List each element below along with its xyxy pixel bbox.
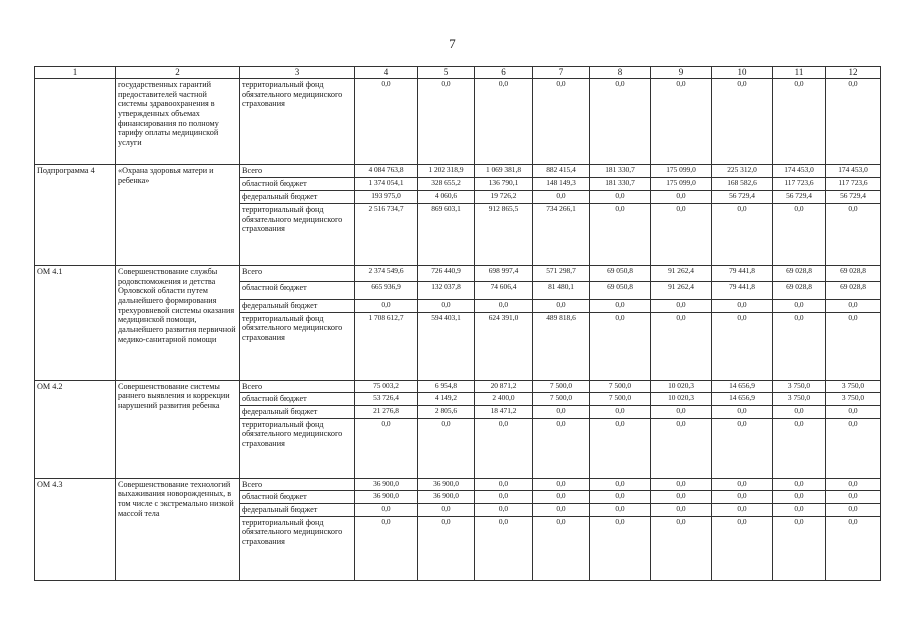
column-header: 8	[590, 67, 651, 79]
program-title: Совершенствование технологий выхаживания новорожденных, в том числе с экстремально низкой массой тела	[116, 478, 240, 580]
amount-cell: 4 084 763,8	[355, 165, 418, 178]
amount-cell: 0,0	[590, 504, 651, 517]
amount-cell: 698 997,4	[475, 266, 533, 282]
amount-cell: 3 750,0	[826, 393, 881, 406]
amount-cell: 0,0	[590, 79, 651, 165]
amount-cell: 0,0	[533, 300, 590, 313]
table-row	[35, 79, 881, 165]
amount-cell: 0,0	[475, 478, 533, 491]
funding-source: областной бюджет	[240, 282, 355, 300]
amount-cell: 882 415,4	[533, 165, 590, 178]
amount-cell: 174 453,0	[773, 165, 826, 178]
amount-cell: 0,0	[773, 504, 826, 517]
amount-cell: 0,0	[475, 491, 533, 504]
amount-cell: 2 374 549,6	[355, 266, 418, 282]
amount-cell: 36 900,0	[355, 491, 418, 504]
table-row	[35, 380, 881, 393]
amount-cell: 0,0	[826, 504, 881, 517]
header-row	[35, 67, 881, 79]
amount-cell: 2 516 734,7	[355, 204, 418, 266]
amount-cell: 69 050,8	[590, 282, 651, 300]
amount-cell: 0,0	[773, 406, 826, 419]
amount-cell: 117 723,6	[773, 178, 826, 191]
amount-cell: 0,0	[712, 478, 773, 491]
amount-cell: 0,0	[773, 204, 826, 266]
amount-cell: 7 500,0	[533, 393, 590, 406]
program-code: Подпрограмма 4	[35, 165, 116, 266]
column-header: 11	[773, 67, 826, 79]
amount-cell: 0,0	[651, 516, 712, 580]
amount-cell: 0,0	[826, 418, 881, 478]
funding-source: территориальный фонд обязательного медицинского страхования	[240, 516, 355, 580]
funding-source: Всего	[240, 165, 355, 178]
amount-cell: 0,0	[355, 418, 418, 478]
amount-cell: 489 818,6	[533, 312, 590, 380]
amount-cell: 0,0	[651, 406, 712, 419]
funding-source: областной бюджет	[240, 178, 355, 191]
amount-cell: 193 975,0	[355, 191, 418, 204]
amount-cell: 36 900,0	[355, 478, 418, 491]
amount-cell: 0,0	[712, 491, 773, 504]
amount-cell: 0,0	[355, 516, 418, 580]
amount-cell: 0,0	[590, 312, 651, 380]
amount-cell: 0,0	[533, 191, 590, 204]
amount-cell: 0,0	[712, 79, 773, 165]
amount-cell: 0,0	[712, 406, 773, 419]
amount-cell: 0,0	[826, 312, 881, 380]
program-code	[35, 79, 116, 165]
amount-cell: 81 480,1	[533, 282, 590, 300]
funding-source: территориальный фонд обязательного медицинского страхования	[240, 79, 355, 165]
amount-cell: 20 871,2	[475, 380, 533, 393]
program-title: Совершенствование службы родовспоможения и детства Орловской области путем дальнейшего формирования трехуровневой системы оказания медицинской помощи, дальнейшего развития первичной медико-санитарной помощи	[116, 266, 240, 381]
funding-source: территориальный фонд обязательного медицинского страхования	[240, 204, 355, 266]
amount-cell: 6 954,8	[418, 380, 475, 393]
amount-cell: 0,0	[355, 79, 418, 165]
amount-cell: 1 708 612,7	[355, 312, 418, 380]
amount-cell: 2 400,0	[475, 393, 533, 406]
amount-cell: 0,0	[590, 478, 651, 491]
amount-cell: 3 750,0	[826, 380, 881, 393]
amount-cell: 0,0	[590, 516, 651, 580]
column-header: 3	[240, 67, 355, 79]
amount-cell: 0,0	[475, 300, 533, 313]
amount-cell: 225 312,0	[712, 165, 773, 178]
amount-cell: 0,0	[475, 504, 533, 517]
amount-cell: 56 729,4	[773, 191, 826, 204]
amount-cell: 1 202 318,9	[418, 165, 475, 178]
amount-cell: 181 330,7	[590, 165, 651, 178]
amount-cell: 74 606,4	[475, 282, 533, 300]
table-row	[35, 165, 881, 178]
amount-cell: 0,0	[590, 406, 651, 419]
funding-source: федеральный бюджет	[240, 406, 355, 419]
funding-source: Всего	[240, 380, 355, 393]
amount-cell: 36 900,0	[418, 478, 475, 491]
program-title: Совершенствование системы раннего выявления и коррекции нарушений развития ребенка	[116, 380, 240, 478]
amount-cell: 0,0	[590, 491, 651, 504]
funding-source: Всего	[240, 478, 355, 491]
amount-cell: 0,0	[712, 504, 773, 517]
amount-cell: 571 298,7	[533, 266, 590, 282]
amount-cell: 734 266,1	[533, 204, 590, 266]
amount-cell: 79 441,8	[712, 282, 773, 300]
amount-cell: 69 028,8	[773, 266, 826, 282]
amount-cell: 7 500,0	[590, 380, 651, 393]
amount-cell: 0,0	[418, 504, 475, 517]
amount-cell: 0,0	[651, 504, 712, 517]
budget-table	[34, 66, 881, 581]
amount-cell: 0,0	[773, 478, 826, 491]
amount-cell: 0,0	[773, 312, 826, 380]
amount-cell: 0,0	[773, 79, 826, 165]
amount-cell: 594 403,1	[418, 312, 475, 380]
amount-cell: 3 750,0	[773, 380, 826, 393]
amount-cell: 665 936,9	[355, 282, 418, 300]
amount-cell: 91 262,4	[651, 266, 712, 282]
amount-cell: 0,0	[826, 300, 881, 313]
program-title: «Охрана здоровья матери и ребенка»	[116, 165, 240, 266]
amount-cell: 56 729,4	[712, 191, 773, 204]
amount-cell: 0,0	[533, 491, 590, 504]
amount-cell: 0,0	[590, 418, 651, 478]
amount-cell: 0,0	[826, 204, 881, 266]
column-header: 12	[826, 67, 881, 79]
amount-cell: 624 391,0	[475, 312, 533, 380]
amount-cell: 0,0	[826, 406, 881, 419]
amount-cell: 36 900,0	[418, 491, 475, 504]
amount-cell: 0,0	[712, 300, 773, 313]
amount-cell: 69 028,8	[773, 282, 826, 300]
amount-cell: 0,0	[475, 418, 533, 478]
amount-cell: 0,0	[651, 312, 712, 380]
amount-cell: 0,0	[533, 478, 590, 491]
amount-cell: 0,0	[651, 300, 712, 313]
amount-cell: 912 865,5	[475, 204, 533, 266]
amount-cell: 0,0	[355, 504, 418, 517]
amount-cell: 181 330,7	[590, 178, 651, 191]
amount-cell: 21 276,8	[355, 406, 418, 419]
funding-source: областной бюджет	[240, 393, 355, 406]
amount-cell: 726 440,9	[418, 266, 475, 282]
amount-cell: 0,0	[590, 300, 651, 313]
amount-cell: 3 750,0	[773, 393, 826, 406]
amount-cell: 174 453,0	[826, 165, 881, 178]
amount-cell: 0,0	[475, 516, 533, 580]
page-number: 7	[449, 36, 456, 51]
amount-cell: 168 582,6	[712, 178, 773, 191]
amount-cell: 0,0	[533, 516, 590, 580]
amount-cell: 19 726,2	[475, 191, 533, 204]
amount-cell: 175 099,0	[651, 165, 712, 178]
amount-cell: 0,0	[475, 79, 533, 165]
amount-cell: 0,0	[712, 204, 773, 266]
amount-cell: 0,0	[533, 418, 590, 478]
amount-cell: 79 441,8	[712, 266, 773, 282]
column-header: 2	[116, 67, 240, 79]
amount-cell: 148 149,3	[533, 178, 590, 191]
amount-cell: 4 149,2	[418, 393, 475, 406]
amount-cell: 0,0	[418, 300, 475, 313]
amount-cell: 136 790,1	[475, 178, 533, 191]
amount-cell: 0,0	[826, 79, 881, 165]
amount-cell: 0,0	[418, 79, 475, 165]
column-header: 6	[475, 67, 533, 79]
amount-cell: 0,0	[826, 491, 881, 504]
amount-cell: 0,0	[651, 79, 712, 165]
table-row	[35, 478, 881, 491]
amount-cell: 18 471,2	[475, 406, 533, 419]
program-code: ОМ 4.2	[35, 380, 116, 478]
amount-cell: 53 726,4	[355, 393, 418, 406]
amount-cell: 0,0	[651, 204, 712, 266]
amount-cell: 10 020,3	[651, 393, 712, 406]
amount-cell: 0,0	[533, 504, 590, 517]
amount-cell: 0,0	[651, 478, 712, 491]
amount-cell: 91 262,4	[651, 282, 712, 300]
amount-cell: 4 060,6	[418, 191, 475, 204]
amount-cell: 0,0	[651, 418, 712, 478]
amount-cell: 0,0	[826, 478, 881, 491]
amount-cell: 69 028,8	[826, 266, 881, 282]
amount-cell: 0,0	[355, 300, 418, 313]
amount-cell: 2 805,6	[418, 406, 475, 419]
amount-cell: 0,0	[590, 191, 651, 204]
column-header: 4	[355, 67, 418, 79]
amount-cell: 0,0	[773, 516, 826, 580]
amount-cell: 14 656,9	[712, 393, 773, 406]
funding-source: территориальный фонд обязательного медицинского страхования	[240, 312, 355, 380]
table-row	[35, 266, 881, 282]
amount-cell: 69 028,8	[826, 282, 881, 300]
amount-cell: 0,0	[651, 191, 712, 204]
funding-source: территориальный фонд обязательного медицинского страхования	[240, 418, 355, 478]
amount-cell: 1 374 054,1	[355, 178, 418, 191]
funding-source: областной бюджет	[240, 491, 355, 504]
funding-source: Всего	[240, 266, 355, 282]
amount-cell: 1 069 381,8	[475, 165, 533, 178]
amount-cell: 7 500,0	[533, 380, 590, 393]
amount-cell: 0,0	[773, 300, 826, 313]
program-title: государственных гарантий предоставителей частной системы здравоохранения в утвержденных объемах финансирования по полному тарифу оплаты медицинской услуги	[116, 79, 240, 165]
funding-source: федеральный бюджет	[240, 300, 355, 313]
amount-cell: 117 723,6	[826, 178, 881, 191]
amount-cell: 0,0	[826, 516, 881, 580]
amount-cell: 0,0	[712, 312, 773, 380]
amount-cell: 328 655,2	[418, 178, 475, 191]
amount-cell: 56 729,4	[826, 191, 881, 204]
amount-cell: 0,0	[712, 516, 773, 580]
program-code: ОМ 4.3	[35, 478, 116, 580]
column-header: 9	[651, 67, 712, 79]
amount-cell: 0,0	[533, 79, 590, 165]
funding-source: федеральный бюджет	[240, 504, 355, 517]
amount-cell: 0,0	[533, 406, 590, 419]
amount-cell: 0,0	[651, 491, 712, 504]
amount-cell: 0,0	[418, 516, 475, 580]
column-header: 10	[712, 67, 773, 79]
amount-cell: 14 656,9	[712, 380, 773, 393]
amount-cell: 175 099,0	[651, 178, 712, 191]
column-header: 5	[418, 67, 475, 79]
amount-cell: 0,0	[773, 491, 826, 504]
amount-cell: 7 500,0	[590, 393, 651, 406]
column-header: 1	[35, 67, 116, 79]
amount-cell: 0,0	[590, 204, 651, 266]
amount-cell: 75 003,2	[355, 380, 418, 393]
program-code: ОМ 4.1	[35, 266, 116, 381]
funding-source: федеральный бюджет	[240, 191, 355, 204]
amount-cell: 10 020,3	[651, 380, 712, 393]
amount-cell: 132 037,8	[418, 282, 475, 300]
amount-cell: 869 603,1	[418, 204, 475, 266]
amount-cell: 69 050,8	[590, 266, 651, 282]
amount-cell: 0,0	[712, 418, 773, 478]
amount-cell: 0,0	[773, 418, 826, 478]
column-header: 7	[533, 67, 590, 79]
amount-cell: 0,0	[418, 418, 475, 478]
